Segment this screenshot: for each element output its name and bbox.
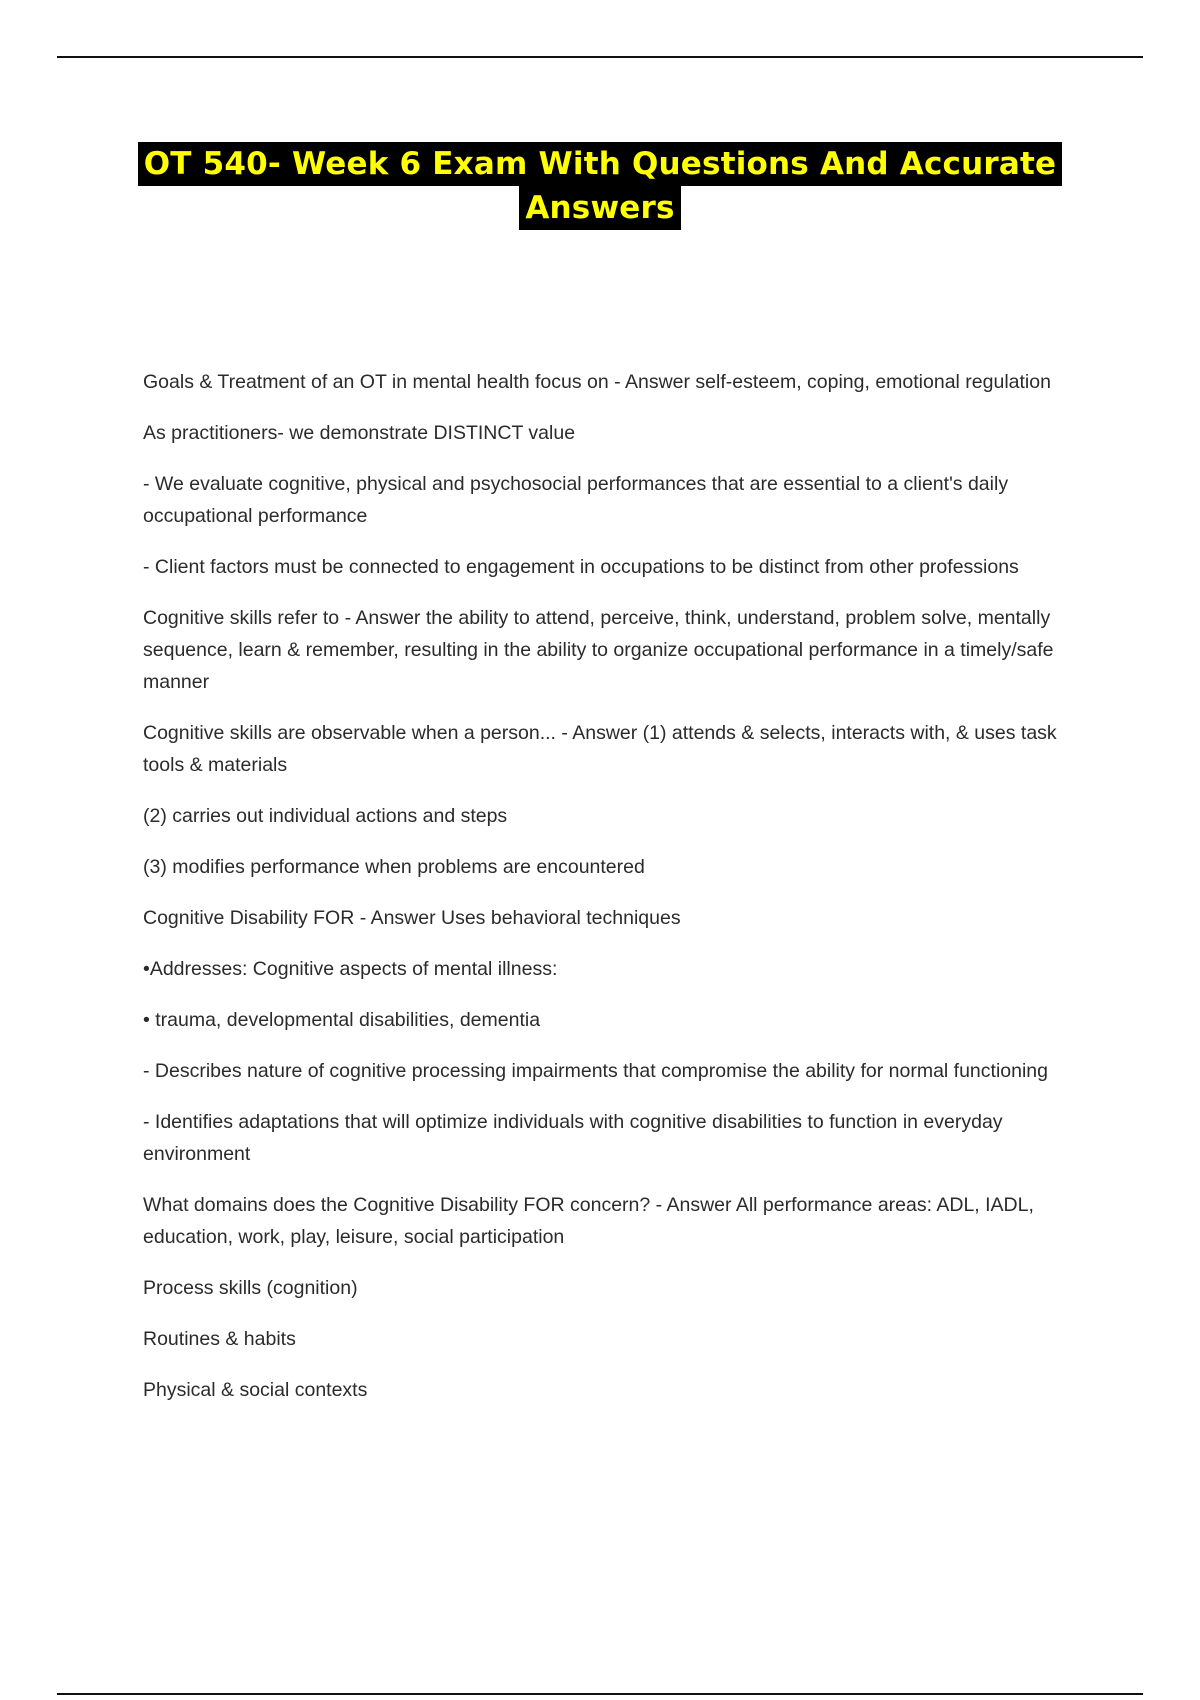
paragraph: Routines & habits bbox=[143, 1328, 296, 1350]
paragraph: - We evaluate cognitive, physical and psychosocial performances that are essential to a client's daily occupational performance bbox=[143, 473, 1009, 527]
document-title bbox=[0, 142, 1200, 230]
paragraph: Physical & social contexts bbox=[143, 1379, 368, 1401]
title-line-2: Answers bbox=[519, 186, 680, 230]
bottom-rule bbox=[57, 1693, 1143, 1695]
paragraph: (3) modifies performance when problems are encountered bbox=[143, 856, 645, 878]
title-line-1: OT 540- Week 6 Exam With Questions And Accurate bbox=[138, 142, 1063, 186]
paragraph: Goals & Treatment of an OT in mental health focus on - Answer self-esteem, coping, emotional regulation bbox=[143, 371, 1051, 393]
paragraph: • trauma, developmental disabilities, dementia bbox=[143, 1009, 541, 1031]
paragraph: •Addresses: Cognitive aspects of mental illness: bbox=[143, 958, 558, 980]
document-body bbox=[143, 366, 1093, 1425]
paragraph: - Describes nature of cognitive processing impairments that compromise the ability for normal functioning bbox=[143, 1060, 1048, 1082]
paragraph: (2) carries out individual actions and steps bbox=[143, 805, 508, 827]
paragraph: Process skills (cognition) bbox=[143, 1277, 358, 1299]
paragraph: - Identifies adaptations that will optimize individuals with cognitive disabilities to function in everyday environment bbox=[143, 1111, 1003, 1165]
paragraph: - Client factors must be connected to engagement in occupations to be distinct from other professions bbox=[143, 556, 1019, 578]
paragraph: Cognitive Disability FOR - Answer Uses behavioral techniques bbox=[143, 907, 681, 929]
paragraph: As practitioners- we demonstrate DISTINCT value bbox=[143, 422, 576, 444]
paragraph: Cognitive skills refer to - Answer the ability to attend, perceive, think, understand, problem solve, mentally sequence, learn & remember, resulting in the ability to organize occupational performance in a timely/safe manner bbox=[143, 607, 1054, 693]
paragraph: Cognitive skills are observable when a person... - Answer (1) attends & selects, interacts with, & uses task tools & materials bbox=[143, 722, 1057, 776]
top-rule bbox=[57, 56, 1143, 58]
paragraph: What domains does the Cognitive Disability FOR concern? - Answer All performance areas: ADL, IADL, education, work, play, leisure, social participation bbox=[143, 1194, 1034, 1248]
